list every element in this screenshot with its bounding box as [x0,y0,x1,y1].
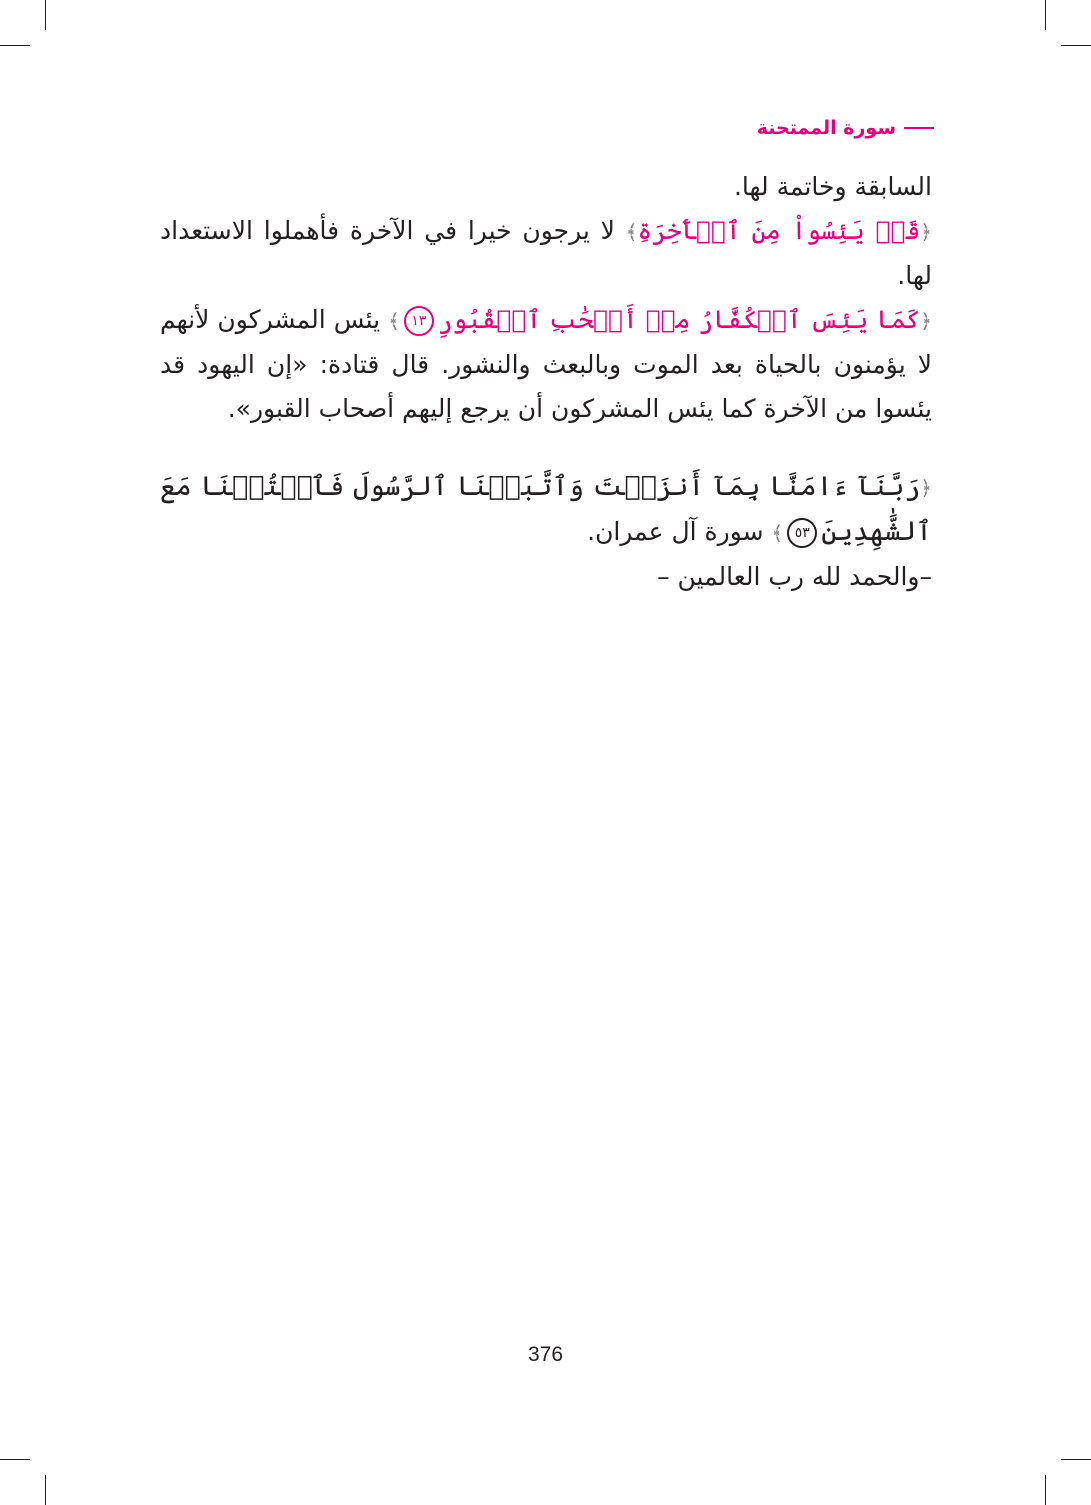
text-line: السابقة وخاتمة لها. [733,172,932,201]
text-line: يئس المشركون لأنهم لا يؤمنون بالحياة بعد الموت وبالبعث والنشور. قال قتادة: «إن اليهود قد يئسوا من الآخرة كما يئس المشركون أن يرجع إليهم أصحاب القبور». [160,305,932,423]
text-line: سورة آل عمران. [587,517,772,546]
spacer [160,431,932,465]
surah-title: سورة الممتحنة [756,117,896,139]
paragraph [160,298,932,431]
ayah-number-marker: ١٣ [404,306,434,336]
quran-close-bracket: ﴾ [388,309,400,333]
page-number: 376 [527,1343,564,1366]
header-rule [904,127,934,129]
ayah-number-marker: ٥٣ [787,518,817,548]
quran-open-bracket: ﴿ [920,220,932,244]
quran-open-bracket: ﴿ [920,476,932,500]
quran-verse: قَدۡ يَئِسُواْ مِنَ ٱلۡأٓخِرَةِ [637,216,921,245]
quran-open-bracket: ﴿ [920,309,932,333]
closing-line: –والحمد لله رب العالمين – [657,562,932,591]
quran-verse: كَمَا يَئِسَ ٱلۡكُفَّارُ مِنۡ أَصۡحَٰبِ ٱلۡقُبُورِ [437,305,921,334]
quran-verse: رَبَّنَآ ءَامَنَّا بِمَآ أَنزَلۡتَ وَٱتَّبَعۡنَا ٱلرَّسُولَ فَٱكۡتُبۡنَا مَعَ ٱلشَّٰهِدِينَ [160,471,932,547]
paragraph [160,209,932,298]
crop-mark [1061,1459,1091,1460]
crop-mark [45,1475,46,1505]
crop-mark [0,1459,30,1460]
crop-mark [45,0,46,30]
crop-mark [1045,1475,1046,1505]
paragraph [160,465,932,555]
running-header [600,108,934,148]
page-body [160,165,932,599]
crop-mark [1061,45,1091,46]
paragraph [160,555,932,599]
text-line: لا يرجون خيرا في الآخرة فأهملوا الاستعداد لها. [160,216,932,290]
quran-close-bracket: ﴾ [771,521,784,545]
crop-mark [0,45,30,46]
quran-close-bracket: ﴾ [625,220,638,244]
crop-mark [1045,0,1046,30]
paragraph [160,165,932,209]
